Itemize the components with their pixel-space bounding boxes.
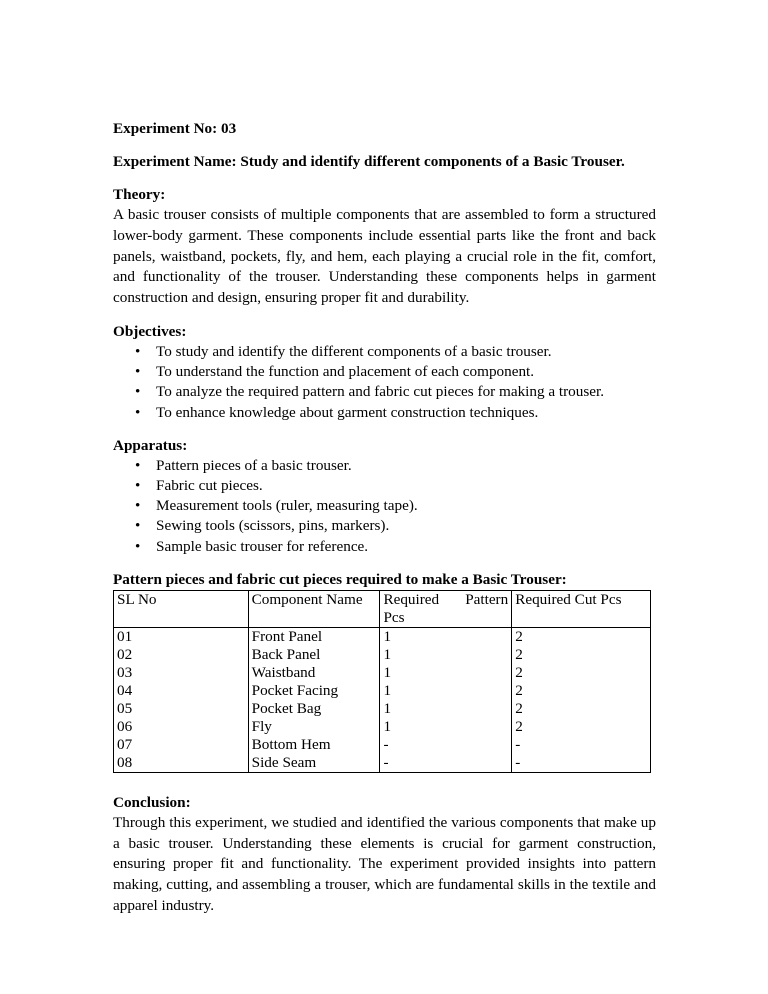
apparatus-title: Apparatus:: [113, 436, 188, 454]
bullet-icon: •: [135, 477, 141, 494]
cell-pattern: 1: [380, 664, 512, 682]
cell-component: Pocket Facing: [248, 682, 380, 700]
header-component-name: Component Name: [248, 590, 380, 627]
objectives-list: [113, 342, 656, 423]
list-item: [113, 537, 656, 557]
table-row: [114, 700, 651, 718]
header-required-pattern-word2: Pattern: [465, 590, 509, 608]
cell-component: Fly: [248, 718, 380, 736]
cell-sl: 02: [114, 646, 249, 664]
cell-cut: 2: [512, 664, 651, 682]
list-item-text: Measurement tools (ruler, measuring tape).: [156, 497, 418, 515]
objectives-section: [113, 322, 656, 423]
table-row: [114, 754, 651, 773]
list-item-text: To study and identify the different components of a basic trouser.: [156, 342, 552, 360]
cell-pattern: 1: [380, 627, 512, 646]
cell-cut: 2: [512, 646, 651, 664]
list-item-text: To enhance knowledge about garment construction techniques.: [156, 403, 539, 421]
header-required-cut: Required Cut Pcs: [512, 590, 651, 627]
conclusion-text: Through this experiment, we studied and identified the various components that make up a basic trouser. Understanding these elements is crucial for garment construction, ensuring proper fit and functionality. The experiment provided insights into pattern making, cutting, and assembling a trouser, which are fundamental skills in the textile and apparel industry.: [113, 813, 656, 914]
cell-sl: 08: [114, 754, 249, 773]
list-item-text: To analyze the required pattern and fabric cut pieces for making a trouser.: [156, 383, 605, 401]
table-header-row: [114, 590, 651, 627]
cell-component: Back Panel: [248, 646, 380, 664]
table-row: [114, 736, 651, 754]
table-row: [114, 664, 651, 682]
cell-component: Waistband: [248, 664, 380, 682]
list-item: [113, 516, 656, 536]
cell-sl: 07: [114, 736, 249, 754]
table-row: [114, 682, 651, 700]
experiment-name: Experiment Name: Study and identify different components of a Basic Trouser.: [113, 153, 625, 170]
cell-component: Side Seam: [248, 754, 380, 773]
document-page: [113, 119, 656, 917]
cell-sl: 01: [114, 627, 249, 646]
bullet-icon: •: [135, 456, 141, 474]
cell-pattern: 1: [380, 718, 512, 736]
theory-section: [113, 185, 656, 309]
list-item: [113, 403, 656, 423]
cell-sl: 04: [114, 682, 249, 700]
cell-pattern: 1: [380, 682, 512, 700]
cell-cut: 2: [512, 718, 651, 736]
objectives-title: Objectives:: [113, 322, 187, 340]
header-required-pattern-word3: Pcs: [383, 608, 405, 626]
conclusion-section: [113, 793, 656, 917]
cell-cut: -: [512, 754, 651, 773]
cell-pattern: 1: [380, 700, 512, 718]
list-item: [113, 362, 656, 382]
components-table: [113, 590, 651, 773]
cell-sl: 06: [114, 718, 249, 736]
header-sl-no: SL No: [114, 590, 249, 627]
list-item: [113, 456, 656, 476]
cell-component: Front Panel: [248, 627, 380, 646]
apparatus-section: [113, 436, 656, 557]
bullet-icon: •: [135, 497, 141, 515]
bullet-icon: •: [135, 342, 141, 360]
list-item: [113, 342, 656, 362]
theory-text: A basic trouser consists of multiple components that are assembled to form a structured lower-body garment. These components include essential parts like the front and back panels, waistband, pockets, fly, and hem, each playing a crucial role in the fit, comfort, and functionality of the trouser. Understanding these components helps in garment construction and design, ensuring proper fit and durability.: [113, 206, 656, 307]
bullet-icon: •: [135, 403, 141, 421]
cell-cut: -: [512, 736, 651, 754]
cell-pattern: -: [380, 736, 512, 754]
list-item-text: Fabric cut pieces.: [156, 477, 263, 494]
cell-component: Pocket Bag: [248, 700, 380, 718]
table-row: [114, 718, 651, 736]
table-row: [114, 646, 651, 664]
cell-pattern: 1: [380, 646, 512, 664]
experiment-number: Experiment No: 03: [113, 120, 237, 137]
list-item: [113, 382, 656, 402]
cell-cut: 2: [512, 682, 651, 700]
list-item-text: Sewing tools (scissors, pins, markers).: [156, 517, 390, 535]
cell-cut: 2: [512, 627, 651, 646]
cell-pattern: -: [380, 754, 512, 773]
cell-sl: 03: [114, 664, 249, 682]
list-item-text: To understand the function and placement of each component.: [156, 363, 535, 381]
theory-title: Theory:: [113, 186, 166, 203]
conclusion-title: Conclusion:: [113, 793, 191, 811]
bullet-icon: •: [135, 537, 141, 555]
bullet-icon: •: [135, 517, 141, 535]
cell-sl: 05: [114, 700, 249, 718]
list-item-text: Pattern pieces of a basic trouser.: [156, 456, 352, 474]
cell-cut: 2: [512, 700, 651, 718]
apparatus-list: [113, 456, 656, 557]
bullet-icon: •: [135, 363, 141, 381]
list-item-text: Sample basic trouser for reference.: [156, 537, 369, 555]
table-row: [114, 627, 651, 646]
cell-component: Bottom Hem: [248, 736, 380, 754]
list-item: [113, 496, 656, 516]
bullet-icon: •: [135, 383, 141, 401]
list-item: [113, 476, 656, 496]
header-required-pattern-word1: Required: [383, 590, 440, 608]
table-title: Pattern pieces and fabric cut pieces required to make a Basic Trouser:: [113, 570, 567, 588]
header-required-pattern: [380, 590, 512, 627]
